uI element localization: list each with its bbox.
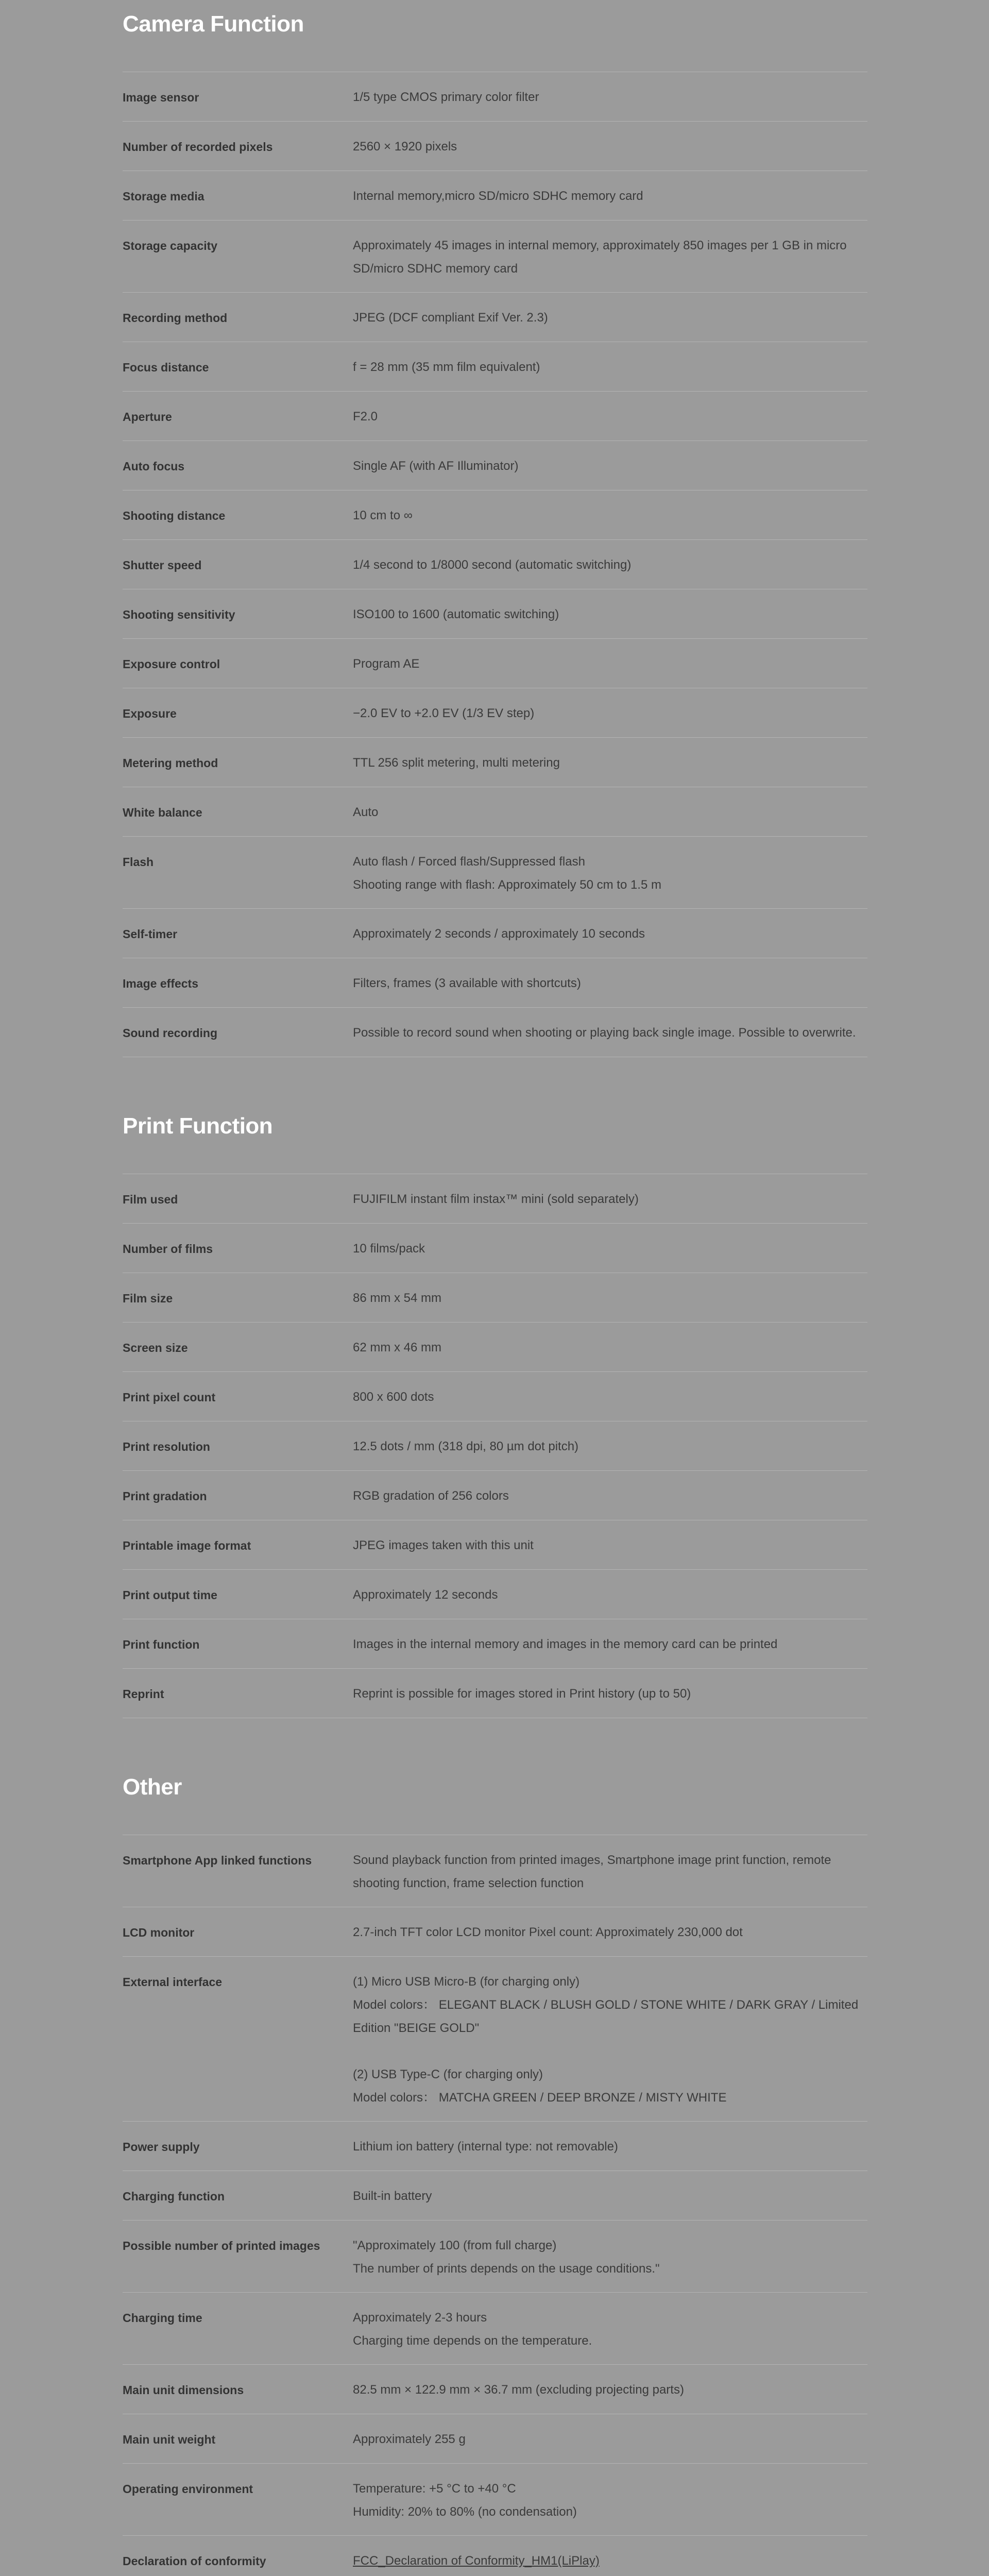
spec-value-line: 1/4 second to 1/8000 second (automatic switching) (353, 558, 632, 572)
spec-link-line (353, 2549, 867, 2572)
spec-value (353, 1534, 867, 1557)
spec-label: Print output time (123, 1588, 217, 1602)
spec-value-line: Temperature: +5 °C to +40 °C (353, 2482, 516, 2496)
spec-value-line: Program AE (353, 657, 420, 671)
spec-label: Shutter speed (123, 558, 202, 572)
spec-value-line: Approximately 2-3 hours (353, 2311, 487, 2325)
spec-label: White balance (123, 806, 202, 819)
spec-row-focus-distance (123, 342, 867, 392)
spec-row-exposure (123, 688, 867, 738)
spec-label: Auto focus (123, 460, 185, 473)
spec-row-main-unit-dimensions (123, 2365, 867, 2414)
spec-value (353, 504, 867, 528)
spec-row-screen-size (123, 1323, 867, 1372)
spec-value (353, 1237, 867, 1261)
spec-value-line: Charging time depends on the temperature. (353, 2334, 592, 2348)
spec-row-reprint (123, 1669, 867, 1718)
spec-row-sound-recording (123, 1008, 867, 1057)
spec-label: Self-timer (123, 927, 178, 941)
spec-value (353, 922, 867, 946)
other-spec-table (123, 1835, 867, 2576)
spec-value-line: Internal memory,micro SD/micro SDHC memory card (353, 189, 643, 203)
spec-value (353, 1682, 867, 1706)
spec-value-line: (2) USB Type-C (for charging only) (353, 2067, 543, 2081)
spec-value (353, 2234, 867, 2280)
spec-value (353, 2549, 867, 2576)
spec-row-number-of-films (123, 1224, 867, 1273)
spec-value (353, 234, 867, 280)
spec-label: Operating environment (123, 2482, 253, 2496)
spec-label: Shooting distance (123, 509, 226, 522)
spec-label: Screen size (123, 1341, 188, 1354)
spec-value-line: 10 cm to ∞ (353, 509, 413, 522)
spec-value-line: 2560 × 1920 pixels (353, 140, 457, 154)
spec-row-main-unit-weight (123, 2414, 867, 2464)
spec-row-operating-environment (123, 2464, 867, 2536)
spec-value-line: 1/5 type CMOS primary color filter (353, 90, 539, 104)
spec-value-line: 10 films/pack (353, 1242, 425, 1256)
spacer (353, 2040, 867, 2063)
spec-value-line: Approximately 2 seconds / approximately 10 seconds (353, 927, 645, 941)
spec-row-film-size (123, 1273, 867, 1323)
spec-value (353, 801, 867, 824)
spec-row-image-sensor (123, 72, 867, 122)
spec-label: Exposure (123, 707, 177, 720)
spec-value (353, 86, 867, 109)
spec-label: Metering method (123, 756, 218, 770)
spec-value (353, 2477, 867, 2523)
spec-value (353, 1336, 867, 1360)
spec-label: Exposure control (123, 657, 220, 671)
spec-value-line: 86 mm x 54 mm (353, 1291, 442, 1305)
spec-value (353, 972, 867, 995)
section-title-other: Other (123, 1774, 182, 1800)
spec-value-line: Approximately 45 images in internal memory, approximately 850 images per 1 GB in micro SD/micro SDHC memory card (353, 239, 847, 276)
spec-label: Focus distance (123, 361, 209, 374)
spec-row-possible-number-of-printed-images (123, 2221, 867, 2293)
spec-value (353, 1849, 867, 1895)
spec-value (353, 1188, 867, 1211)
spec-value (353, 1583, 867, 1607)
spec-value (353, 2306, 867, 2352)
spec-label: External interface (123, 1975, 223, 1989)
spec-value (353, 184, 867, 208)
spec-row-print-resolution (123, 1421, 867, 1471)
spec-value-line: JPEG images taken with this unit (353, 1538, 534, 1552)
spec-value (353, 2378, 867, 2402)
spec-value (353, 405, 867, 429)
spec-row-smartphone-app-linked-functions (123, 1835, 867, 1907)
spec-row-aperture (123, 392, 867, 441)
spec-value (353, 135, 867, 159)
other-section (123, 1718, 867, 2576)
spec-value (353, 1633, 867, 1656)
spec-value-line: Humidity: 20% to 80% (no condensation) (353, 2505, 577, 2519)
spec-label: Shooting sensitivity (123, 608, 235, 621)
spec-value-line: 800 x 600 dots (353, 1390, 434, 1404)
spec-value (353, 553, 867, 577)
spec-value (353, 2184, 867, 2208)
spec-value (353, 2135, 867, 2159)
spec-value (353, 1435, 867, 1459)
spec-value-line: ISO100 to 1600 (automatic switching) (353, 607, 559, 621)
spec-row-declaration-of-conformity (123, 2536, 867, 2576)
spec-value-line: Approximately 255 g (353, 2432, 466, 2446)
spec-label: Number of films (123, 1242, 213, 1256)
spec-value (353, 306, 867, 330)
spec-value-line: Built-in battery (353, 2189, 432, 2203)
spec-label: Charging function (123, 2190, 225, 2203)
spec-label: Power supply (123, 2140, 200, 2154)
spec-value-line: Single AF (with AF Illuminator) (353, 459, 519, 473)
spec-value (353, 1484, 867, 1508)
spec-label: Flash (123, 855, 154, 869)
spec-value (353, 652, 867, 676)
spec-value-line: "Approximately 100 (from full charge) (353, 2239, 557, 2252)
spec-label: Image sensor (123, 91, 199, 104)
spec-row-metering-method (123, 738, 867, 787)
section-title-camera: Camera Function (123, 11, 304, 37)
spec-value (353, 850, 867, 896)
spec-value-line: Model colors： ELEGANT BLACK / BLUSH GOLD / STONE WHITE / DARK GRAY / Limited Edition "BEIGE GOLD" (353, 1998, 859, 2035)
spec-label: Main unit weight (123, 2433, 216, 2446)
spec-row-number-of-recorded-pixels (123, 122, 867, 171)
spec-row-image-effects (123, 958, 867, 1008)
spec-value-line: −2.0 EV to +2.0 EV (1/3 EV step) (353, 706, 535, 720)
spec-row-recording-method (123, 293, 867, 342)
spec-value-line: Images in the internal memory and images in the memory card can be printed (353, 1637, 778, 1651)
spec-row-storage-media (123, 171, 867, 221)
document-link-fcc-declaration-of-conformity-hm1-liplay[interactable]: FCC_Declaration of Conformity_HM1(LiPlay) (353, 2554, 600, 2568)
spec-value (353, 603, 867, 626)
spec-row-film-used (123, 1174, 867, 1224)
spec-value-line: Shooting range with flash: Approximately 50 cm to 1.5 m (353, 878, 661, 892)
spec-value (353, 454, 867, 478)
spec-value-line: Filters, frames (3 available with shortcuts) (353, 976, 581, 990)
spec-label: Film used (123, 1193, 178, 1206)
print-spec-table (123, 1174, 867, 1718)
spec-value-line: Auto (353, 805, 379, 819)
spec-value (353, 1286, 867, 1310)
spec-value-line: The number of prints depends on the usage conditions." (353, 2262, 660, 2276)
spec-row-charging-function (123, 2171, 867, 2221)
spec-label: Declaration of conformity (123, 2554, 266, 2568)
spec-label: Recording method (123, 311, 228, 325)
spec-value-line: FUJIFILM instant film instax™ mini (sold separately) (353, 1192, 639, 1206)
spec-value (353, 1385, 867, 1409)
spec-value (353, 1021, 867, 1045)
spec-label: Charging time (123, 2311, 202, 2325)
spec-row-exposure-control (123, 639, 867, 688)
spec-value (353, 1970, 867, 2109)
spec-row-self-timer (123, 909, 867, 958)
spec-value-line: 62 mm x 46 mm (353, 1341, 442, 1354)
spec-value-line: 12.5 dots / mm (318 dpi, 80 µm dot pitch) (353, 1439, 579, 1453)
spec-link-line (353, 2572, 867, 2576)
spec-row-flash (123, 837, 867, 909)
spec-value-line: Approximately 12 seconds (353, 1588, 498, 1602)
spec-value-line: Possible to record sound when shooting or playing back single image. Possible to overwrite. (353, 1026, 856, 1040)
camera-spec-table (123, 72, 867, 1057)
spec-value-line: F2.0 (353, 410, 378, 423)
spec-value (353, 702, 867, 725)
spec-value (353, 751, 867, 775)
spec-row-white-balance (123, 787, 867, 837)
spec-value-line: TTL 256 split metering, multi metering (353, 756, 560, 770)
spec-label: Storage capacity (123, 239, 218, 252)
spec-value (353, 1921, 867, 1944)
section-title-print: Print Function (123, 1113, 273, 1139)
spec-value-line: Sound playback function from printed images, Smartphone image print function, remote shooting function, frame selection function (353, 1853, 831, 1890)
spec-value-line: RGB gradation of 256 colors (353, 1489, 509, 1503)
spec-label: Number of recorded pixels (123, 140, 273, 154)
spec-label: Smartphone App linked functions (123, 1854, 312, 1867)
spec-label: LCD monitor (123, 1926, 195, 1939)
spec-label: Reprint (123, 1687, 164, 1701)
spec-label: Print gradation (123, 1489, 207, 1503)
spec-row-print-function (123, 1619, 867, 1669)
spec-row-power-supply (123, 2122, 867, 2171)
print-function-section (123, 1057, 867, 1718)
spec-label: Main unit dimensions (123, 2383, 244, 2397)
spec-row-print-output-time (123, 1570, 867, 1619)
spec-value (353, 2428, 867, 2451)
spec-row-shutter-speed (123, 540, 867, 589)
camera-function-section (123, 0, 867, 1057)
spec-label: Storage media (123, 190, 204, 203)
spec-row-lcd-monitor (123, 1907, 867, 1957)
spec-row-shooting-distance (123, 490, 867, 540)
spec-value-line: (1) Micro USB Micro-B (for charging only) (353, 1975, 580, 1989)
spec-label: Print function (123, 1638, 200, 1651)
spec-row-external-interface (123, 1957, 867, 2122)
spec-row-storage-capacity (123, 221, 867, 293)
spec-row-charging-time (123, 2293, 867, 2365)
spec-page (123, 0, 867, 2576)
spec-label: Sound recording (123, 1026, 217, 1040)
spec-label: Print resolution (123, 1440, 210, 1453)
spec-row-auto-focus (123, 441, 867, 490)
spec-value-line: Lithium ion battery (internal type: not removable) (353, 2140, 618, 2154)
spec-value-line: 2.7-inch TFT color LCD monitor Pixel count: Approximately 230,000 dot (353, 1925, 743, 1939)
spec-value-line: Model colors： MATCHA GREEN / DEEP BRONZE / MISTY WHITE (353, 2091, 727, 2105)
spec-value-line: f = 28 mm (35 mm film equivalent) (353, 360, 540, 374)
spec-label: Aperture (123, 410, 172, 423)
spec-row-print-gradation (123, 1471, 867, 1520)
spec-label: Film size (123, 1292, 173, 1305)
spec-row-shooting-sensitivity (123, 589, 867, 639)
spec-row-print-pixel-count (123, 1372, 867, 1421)
spec-value-line: Reprint is possible for images stored in Print history (up to 50) (353, 1687, 691, 1701)
spec-label: Possible number of printed images (123, 2239, 320, 2252)
spec-label: Printable image format (123, 1539, 251, 1552)
spec-value-line: JPEG (DCF compliant Exif Ver. 2.3) (353, 311, 548, 325)
spec-row-printable-image-format (123, 1520, 867, 1570)
spec-value (353, 355, 867, 379)
spec-value-line: 82.5 mm × 122.9 mm × 36.7 mm (excluding projecting parts) (353, 2383, 684, 2397)
spec-value-line: Auto flash / Forced flash/Suppressed flash (353, 855, 585, 869)
spec-label: Image effects (123, 977, 199, 990)
spec-label: Print pixel count (123, 1391, 216, 1404)
